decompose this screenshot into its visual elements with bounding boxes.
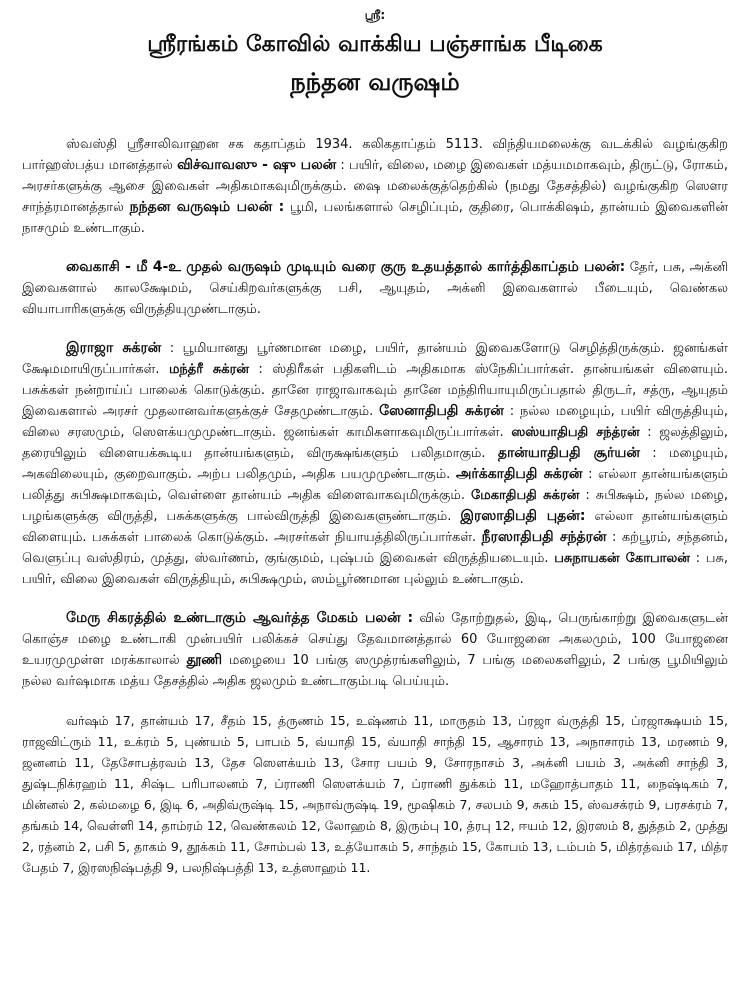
text: வில் தோற்றுதல், இடி, பெருங்காற்று இவைகளுடன் கொஞ்ச மழை உண்டாகி முன்பயிர் பலிக்கச் செய்து தேவமானத்தால் 60 யோஜனை அகலமும், 100 யோஜனை உயரமுமுள்ள மரக்காலால் bbox=[22, 611, 728, 668]
megha-paragraph bbox=[22, 608, 728, 692]
text: : பூமியானது பூர்ணமான மழை, பயிர், தான்யம் இவைகளோடு செழித்திருக்கும். ஜனங்கள் க்ஷேமமாயிருப்பார்கள். bbox=[22, 341, 728, 377]
text: : நல்ல மழையும், பயிர் விருத்தியும், விலை சரஸமும், ஸௌக்யமுமுண்டாகும். ஜனங்கள் காமிகளாகவுமிருப்பார்கள். bbox=[22, 404, 729, 440]
text: ஸ்வஸ்தி ஸ்ரீசாலிவாஹன சக கதாப்தம் 1934. கலிகதாப்தம் 5113. விந்தியமலைக்கு வடக்கில் வழங்குகிற பார்ஹஸ்பத்ய மானத்தால் bbox=[22, 137, 728, 173]
text: : மழையும், அகவிலையும், குறைவாகும். அற்ப பலிதமும், அதிக பயமுமுண்டாகும். bbox=[22, 446, 728, 482]
text: தேர், பசு, அக்னி இவைகளால் காலக்ஷேமம், செய்கிறவர்களுக்கு பசி, ஆயுதம், அக்னி இவைகளால் பீடையும், வெண்கல வியாபாரிகளுக்கு விருத்தியுமுண்டாகும். bbox=[22, 260, 729, 317]
mantri-heading: மந்த்ரீ சுக்ரன் bbox=[168, 362, 249, 377]
text: : ஸ்திரீகள் பதிகளிடம் அதிகமாக ஸ்நேகிப்பார்கள். தான்யங்கள் விளையும். பசுக்கள் நன்றாய்ப் பாலைக் கொடுக்கும். தானே ராஜாவாகவும் தானே மந்திரியாயுமிருப்பதால் திருடர், சத்ரு, ஆயுதம் இவைகளால் அரசர் முதலானவர்களுக்குச் சேதமுண்டாகும். bbox=[22, 362, 728, 419]
senadhipathi-heading: ஸேனாதிபதி சுக்ரன் bbox=[379, 403, 504, 419]
page bbox=[0, 8, 750, 989]
text: : எல்லா தான்யங்களும் பலித்து சுபிக்ஷமாகவும், வெள்ளை தான்யம் அதிக விளைவாகவுமிருக்கும். bbox=[22, 467, 729, 503]
rasadhipathi-heading: இரஸாதிபதி புதன்: bbox=[460, 508, 586, 524]
document-body bbox=[22, 134, 728, 896]
visvavasu-heading: விச்வாவஸு - ஷு பலன் bbox=[177, 157, 337, 173]
dhanyadhipathi-heading: தான்யாதிபதி சூர்யன் bbox=[497, 445, 640, 461]
year-title: நந்தன வருஷம் bbox=[290, 68, 460, 96]
pasunayakan-heading: பசுநாயகன் கோபாலன் bbox=[554, 551, 690, 566]
nandana-heading: நந்தன வருஷம் பலன் : bbox=[129, 199, 285, 215]
text: மழையை 10 பங்கு ஸமுத்ரங்களிலும், 7 பங்கு மலைகளிலும், 2 பங்கு பூமியிலும் நல்ல வர்ஷமாக மத்ய தேசத்தில் அதிக ஜலமும் உண்டாகும்படி பெய்யும். bbox=[22, 653, 728, 689]
document-title: ஸ்ரீரங்கம் கோவில் வாக்கிய பஞ்சாங்க பீடிகை bbox=[147, 32, 603, 57]
text: : சுபிக்ஷம், நல்ல மழை, பழங்களுக்கு விருத்தி, பசுக்களுக்கு பால்விருத்தி இவைகளுண்டாகும். bbox=[22, 488, 729, 524]
text: பூமி, பலங்களால் செழிப்பும், குதிரை, பொக்கிஷம், தான்யம் இவைகளின் நாசமும் உண்டாகும். bbox=[22, 200, 729, 236]
thooni-heading: தூணி bbox=[186, 652, 223, 668]
planets-paragraph bbox=[22, 338, 728, 590]
guru-heading: வைகாசி - மீ 4-உ முதல் வருஷம் முடியும் வரை குரு உதயத்தால் கார்த்திகாப்தம் பலன்: bbox=[66, 259, 626, 275]
text: : பயிர், விலை, மழை இவைகள் மத்யமமாகவும், திருட்டு, ரோகம், அரசர்களுக்கு ஆசை இவைகள் அதிகமாகவுமிருக்கும். ஷை மலைக்குத்தெற்கில் (நமது தேசத்தில்) வழங்குகிற ஸௌர சாந்த்ரமானத்தால் bbox=[22, 158, 728, 215]
meghadhipathi-heading: மேகாதிபதி சுக்ரன் bbox=[471, 488, 580, 503]
guru-paragraph bbox=[22, 257, 728, 320]
numbers-paragraph bbox=[22, 710, 728, 878]
megha-heading: மேரு சிகரத்தில் உண்டாகும் ஆவர்த்த மேகம் பலன் : bbox=[66, 610, 414, 626]
arghadhipathi-heading: அர்க்காதிபதி சுக்ரன் bbox=[455, 466, 583, 482]
sasyadhipathi-heading: ஸஸ்யாதிபதி சந்த்ரன் bbox=[511, 425, 640, 440]
neerasadhipathi-heading: நீரஸாதிபதி சந்த்ரன் bbox=[481, 529, 607, 545]
sri-heading: ஸ்ரீ: bbox=[364, 8, 386, 22]
text: எல்லா தான்யங்களும் விளையும். பசுக்கள் பாலைக் கொடுக்கும். அரசர்கள் நியாயத்திலிருப்பார்கள். bbox=[22, 509, 728, 545]
text: வர்ஷம் 17, தான்யம் 17, சீதம் 15, த்ருணம் 15, உஷ்ணம் 11, மாருதம் 13, ப்ரஜா வ்ருத்தி 15, ப்ரஜாக்ஷயம் 15, ராஜவிட்ரும் 11, உக்ரம் 5, புண்யம் 5, பாபம் 5, வ்யாதி 15, வ்யாதி சாந்தி 15, ஆசாரம் 13, அநாசாரம் 13, மரணம் 9, ஜனனம் 11, தேசோபத்ரவம் 13, தேச ஸௌக்யம் 13, சோர பயம் 9, சோரநாசம் 3, அக்னி பயம் 3, அக்னி சாந்தி 3, துஷ்டநிக்ரஹம் 11, சிஷ்ட பரிபாலனம் 7, ப்ராணி ஸௌக்யம் 7, ப்ராணி துக்கம் 11, மஹோத்பாதம் 11, நைஷ்டிகம் 7, மின்னல் 2, கல்மழை 6, இடி 6, அதிவ்ருஷ்டி 15, அநாவ்ருஷ்டி 19, மூஷிகம் 7, சலபம் 9, சுகம் 15, ஸ்வசக்ரம் 9, பரசக்ரம் 7, தங்கம் 14, வெள்ளி 14, தாம்ரம் 12, வெண்கலம் 12, லோஹம் 8, இரும்பு 10, த்ரபு 12, ஈயம் 12, இரஸம் 8, துத்தம் 2, முத்து 2, ரத்னம் 2, பசி 5, தாகம் 9, தூக்கம் 11, சோம்பல் 13, உத்யோகம் 5, சாந்தம் 15, கோபம் 13, டம்பம் 5, மித்ரத்வம் 17, மித்ர பேதம் 7, இரஸநிஷ்பத்தி 9, பலநிஷ்பத்தி 13, உத்ஸாஹம் 11. bbox=[22, 713, 728, 875]
raja-heading: இராஜா சுக்ரன் bbox=[66, 340, 162, 356]
text: : ஜலத்திலும், தரையிலும் விளையக்கூடிய தான்யங்களும், விருக்ஷங்களும் பலிதமாகும். bbox=[22, 425, 729, 461]
text: : பசு, பயிர், விலை இவைகள் விருத்தியும், சுபிக்ஷமும், ஸம்பூர்ணமான புல்லும் உண்டாகும். bbox=[22, 551, 728, 587]
intro-paragraph bbox=[22, 134, 728, 239]
text: : கற்பூரம், சந்தனம், வெளுப்பு வஸ்திரம், முத்து, ஸ்வர்ணம், குங்குமம், புஷ்பம் இவைகள் விருத்தியடையும். bbox=[22, 530, 729, 566]
